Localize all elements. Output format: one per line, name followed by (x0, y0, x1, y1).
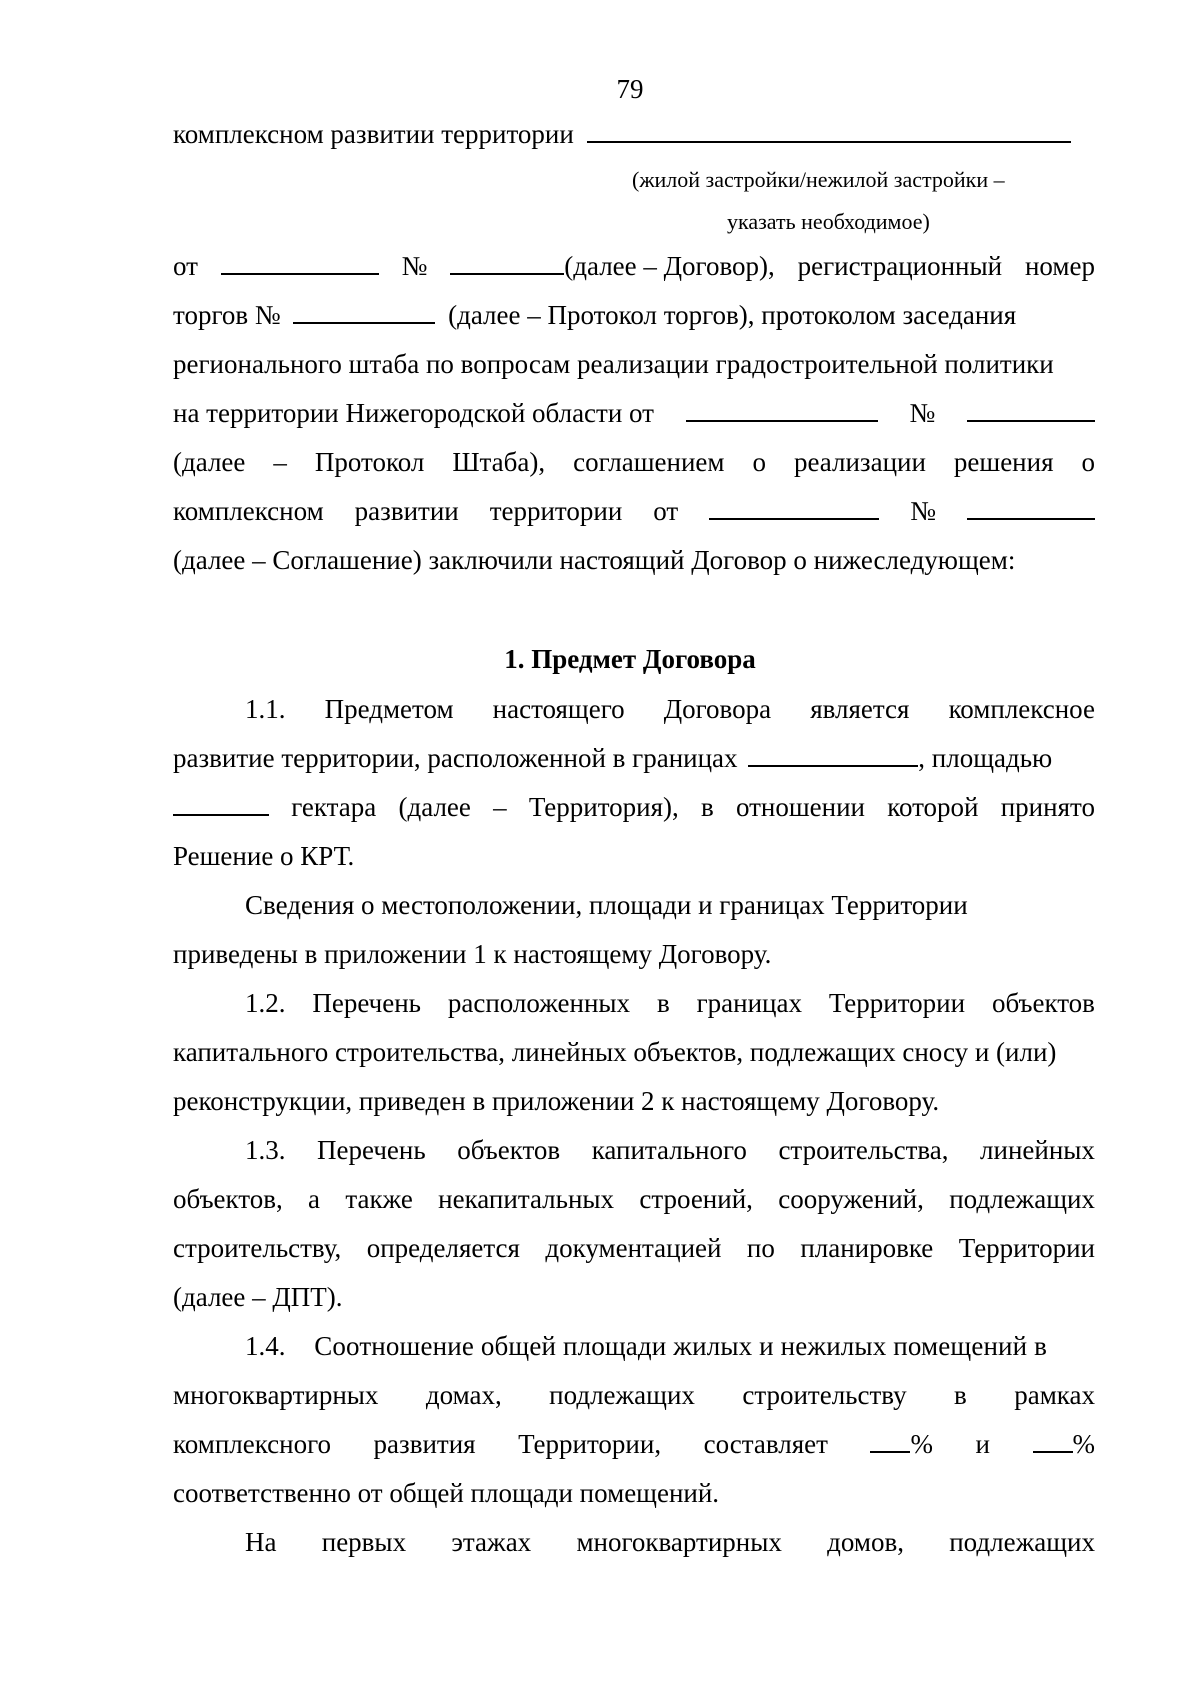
text-line (173, 740, 1095, 776)
text-line: регионального штаба по вопросам реализации градостроительной политики (173, 349, 1054, 379)
text-line (173, 116, 1095, 152)
word: (далее (398, 792, 471, 822)
text-line (173, 444, 1095, 480)
word: отношении (735, 792, 865, 822)
word: подлежащих (949, 1527, 1095, 1557)
word: определяется (366, 1233, 520, 1263)
text-line: Сведения о местоположении, площади и границах Территории (245, 890, 968, 920)
word: о (752, 447, 766, 477)
text-line (173, 395, 1095, 431)
text-group (1033, 1426, 1096, 1462)
text-fragment: развитие территории, расположенной в границах (173, 743, 738, 773)
word: документацией (545, 1233, 722, 1263)
text-fragment: (далее – Договор), (564, 251, 775, 281)
text-line (173, 1524, 1095, 1560)
word: 1.1. (245, 694, 286, 724)
text-line (173, 493, 1095, 529)
word: Предметом (324, 694, 454, 724)
text-fragment: от (653, 496, 679, 526)
word: 1.3. (245, 1135, 286, 1165)
word: комплексное (948, 694, 1095, 724)
text-line: Решение о КРТ. (173, 841, 355, 871)
word: является (810, 694, 910, 724)
word: развития (373, 1429, 476, 1459)
word: а (308, 1184, 321, 1214)
word: строительству (742, 1380, 907, 1410)
text-line: реконструкции, приведен в приложении 2 к настоящему Договору. (173, 1086, 940, 1116)
text-line (173, 789, 1095, 825)
text-line: капитального строительства, линейных объектов, подлежащих сносу и (или) (173, 1037, 1057, 1067)
word: Договора (663, 694, 772, 724)
blank-field (587, 119, 1071, 143)
word: Штаба), (452, 447, 546, 477)
text-fragment: № (909, 398, 936, 428)
word: также (345, 1184, 413, 1214)
word: 1.4. (245, 1331, 286, 1361)
footnote-line: указать необходимое) (727, 209, 930, 234)
word: объектов (991, 988, 1095, 1018)
word: линейных (980, 1135, 1095, 1165)
word: в (701, 792, 714, 822)
word: некапитальных (438, 1184, 615, 1214)
word: и (975, 1429, 990, 1459)
text-group (450, 248, 775, 284)
word: – (273, 447, 287, 477)
word: строительству, (173, 1233, 342, 1263)
text-fragment: Соотношение общей площади жилых и нежилых помещений в (314, 1331, 1048, 1361)
text-line (173, 1328, 1095, 1364)
word: в (656, 988, 670, 1018)
text-line: соответственно от общей площади помещений. (173, 1478, 720, 1508)
word: подлежащих (949, 1184, 1095, 1214)
word: Территории, (518, 1429, 662, 1459)
word: домах, (425, 1380, 502, 1410)
text-line (173, 1426, 1095, 1462)
blank-field (1033, 1429, 1073, 1453)
text-line (173, 985, 1095, 1021)
text-line: приведены в приложении 1 к настоящему Договору. (173, 939, 772, 969)
text-line: (далее – Соглашение) заключили настоящий Договор о нижеследующем: (173, 545, 1016, 575)
word: о (1081, 447, 1095, 477)
footnote-line: (жилой застройки/нежилой застройки – (632, 167, 1005, 192)
text-fragment: комплексном (173, 496, 324, 526)
blank-field (293, 300, 435, 324)
word: решения (953, 447, 1054, 477)
word: реализации (793, 447, 926, 477)
blank-field (221, 251, 379, 275)
word: Перечень (312, 988, 421, 1018)
text-fragment: развитии (354, 496, 459, 526)
word: Протокол (314, 447, 425, 477)
word: На (245, 1527, 277, 1557)
word: границах (696, 988, 802, 1018)
word: настоящего (492, 694, 625, 724)
word: составляет (703, 1429, 828, 1459)
text-line: (далее – ДПТ). (173, 1282, 343, 1312)
blank-field (870, 1429, 910, 1453)
blank-field (709, 496, 879, 520)
word: % (910, 1429, 933, 1459)
text-line (173, 248, 1095, 284)
word: многоквартирных (173, 1380, 379, 1410)
word: по (746, 1233, 775, 1263)
word: строений, (639, 1184, 753, 1214)
text-line (173, 1132, 1095, 1168)
word: капитального (591, 1135, 747, 1165)
text-fragment: № (401, 251, 428, 281)
word: объектов, (173, 1184, 283, 1214)
word: объектов (457, 1135, 561, 1165)
word: Территория), (528, 792, 679, 822)
text-fragment: торгов № (173, 300, 281, 330)
word: в (954, 1380, 967, 1410)
word: первых (321, 1527, 407, 1557)
word: расположенных (447, 988, 631, 1018)
page-number: 79 (616, 74, 644, 104)
word: рамках (1014, 1380, 1095, 1410)
text-fragment: на территории Нижегородской области от (173, 398, 654, 428)
word: 1.2. (245, 988, 286, 1018)
word: – (493, 792, 507, 822)
text-line (173, 1230, 1095, 1266)
blank-field (173, 792, 269, 816)
text-fragment: , площадью (918, 743, 1053, 773)
word: многоквартирных (576, 1527, 782, 1557)
text-fragment: комплексном развитии территории (173, 119, 574, 149)
word: строительства, (778, 1135, 949, 1165)
text-line (173, 297, 1095, 333)
word: сооружений, (778, 1184, 924, 1214)
text-line (173, 691, 1095, 727)
word: принято (1000, 792, 1095, 822)
blank-field (686, 398, 878, 422)
text-fragment: территории (489, 496, 623, 526)
word: планировке (800, 1233, 934, 1263)
word: комплексного (173, 1429, 332, 1459)
text-fragment: регистрационный (797, 251, 1003, 281)
text-line (173, 1377, 1095, 1413)
word: этажах (451, 1527, 532, 1557)
text-fragment: № (910, 496, 936, 526)
word: гектара (291, 792, 377, 822)
blank-field (748, 743, 918, 767)
word: которой (887, 792, 979, 822)
blank-field (967, 496, 1095, 520)
text-fragment: номер (1024, 251, 1095, 281)
text-fragment: от (173, 251, 198, 281)
text-fragment: (далее – Протокол торгов), протоколом заседания (448, 300, 1017, 330)
text-group (870, 1426, 933, 1462)
blank-field (967, 398, 1095, 422)
word: домов, (827, 1527, 904, 1557)
word: % (1072, 1429, 1095, 1459)
word: Перечень (317, 1135, 426, 1165)
word: Территории (828, 988, 966, 1018)
word: Территории (958, 1233, 1095, 1263)
blank-field (450, 251, 564, 275)
word: подлежащих (549, 1380, 695, 1410)
section-heading: 1. Предмет Договора (504, 644, 756, 674)
word: соглашением (573, 447, 725, 477)
text-line (173, 1181, 1095, 1217)
word: (далее (173, 447, 246, 477)
